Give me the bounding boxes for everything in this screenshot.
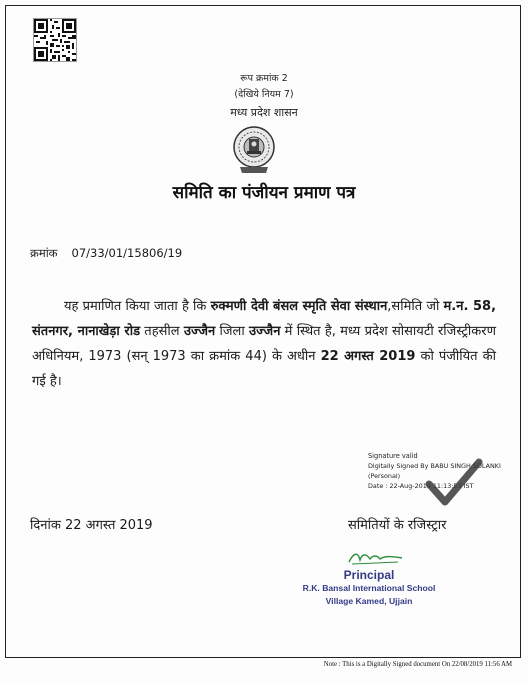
- form-number: रूप क्रमांक 2: [240, 73, 288, 84]
- certificate-body: [32, 294, 496, 394]
- certificate-title: समिति का पंजीयन प्रमाण पत्र: [172, 183, 356, 203]
- registrar-title: समितियों के रजिस्ट्रार: [348, 518, 447, 533]
- society-address: म.न. 58, संतनगर, नानाखेड़ा रोड: [32, 299, 497, 339]
- society-name: रुक्मणी देवी बंसल स्मृति सेवा संस्थान: [210, 299, 388, 314]
- stamp-location: Village Kamed, Ujjain: [325, 596, 413, 606]
- body-text: को पंजीयित की गई है।: [32, 349, 496, 389]
- signature-status: Signature valid: [368, 452, 418, 460]
- registration-number: 07/33/01/15806/19: [71, 246, 183, 260]
- rule-reference: (देखिये नियम 7): [234, 89, 294, 100]
- qr-code-icon: [33, 18, 77, 62]
- registration-label: क्रमांक: [30, 246, 58, 260]
- signature-date: Date : 22-Aug-2019 11:13:53 IST: [368, 482, 474, 490]
- body-text: जिला: [215, 324, 249, 339]
- signed-by: Digitally Signed By BABU SINGH SOLANKI: [368, 462, 501, 470]
- registration-number-line: [30, 246, 182, 261]
- tehsil-name: उज्जैन: [183, 324, 216, 339]
- registration-date: 22 अगस्त 2019: [320, 349, 416, 364]
- signer-type: (Personal): [368, 472, 401, 480]
- principal-stamp: [284, 550, 454, 614]
- state-emblem-icon: [232, 123, 276, 177]
- body-text: यह प्रमाणित किया जाता है कि: [64, 299, 211, 314]
- body-text: में स्थित है, मध्य प्रदेश सोसायटी रजिस्ट्रीकरण अधिनियम, 1973 (सन् 1973 का क्रमांक 44) के अधीन: [32, 324, 496, 364]
- issue-date: दिनांक 22 अगस्त 2019: [30, 518, 153, 533]
- principal-signature-icon: [346, 550, 406, 566]
- stamp-designation: Principal: [343, 568, 395, 582]
- body-text: ,समिति जो: [387, 299, 444, 314]
- footer-note: Note : This is a Digitally Signed document On 22/08/2019 11:56 AM: [323, 661, 512, 668]
- body-text: तहसील: [140, 324, 184, 339]
- signature-valid-check-icon: [425, 458, 483, 508]
- stamp-school-name: R.K. Bansal International School: [302, 583, 436, 593]
- district-name: उज्जैन: [248, 324, 281, 339]
- government-name: मध्य प्रदेश शासन: [230, 106, 298, 119]
